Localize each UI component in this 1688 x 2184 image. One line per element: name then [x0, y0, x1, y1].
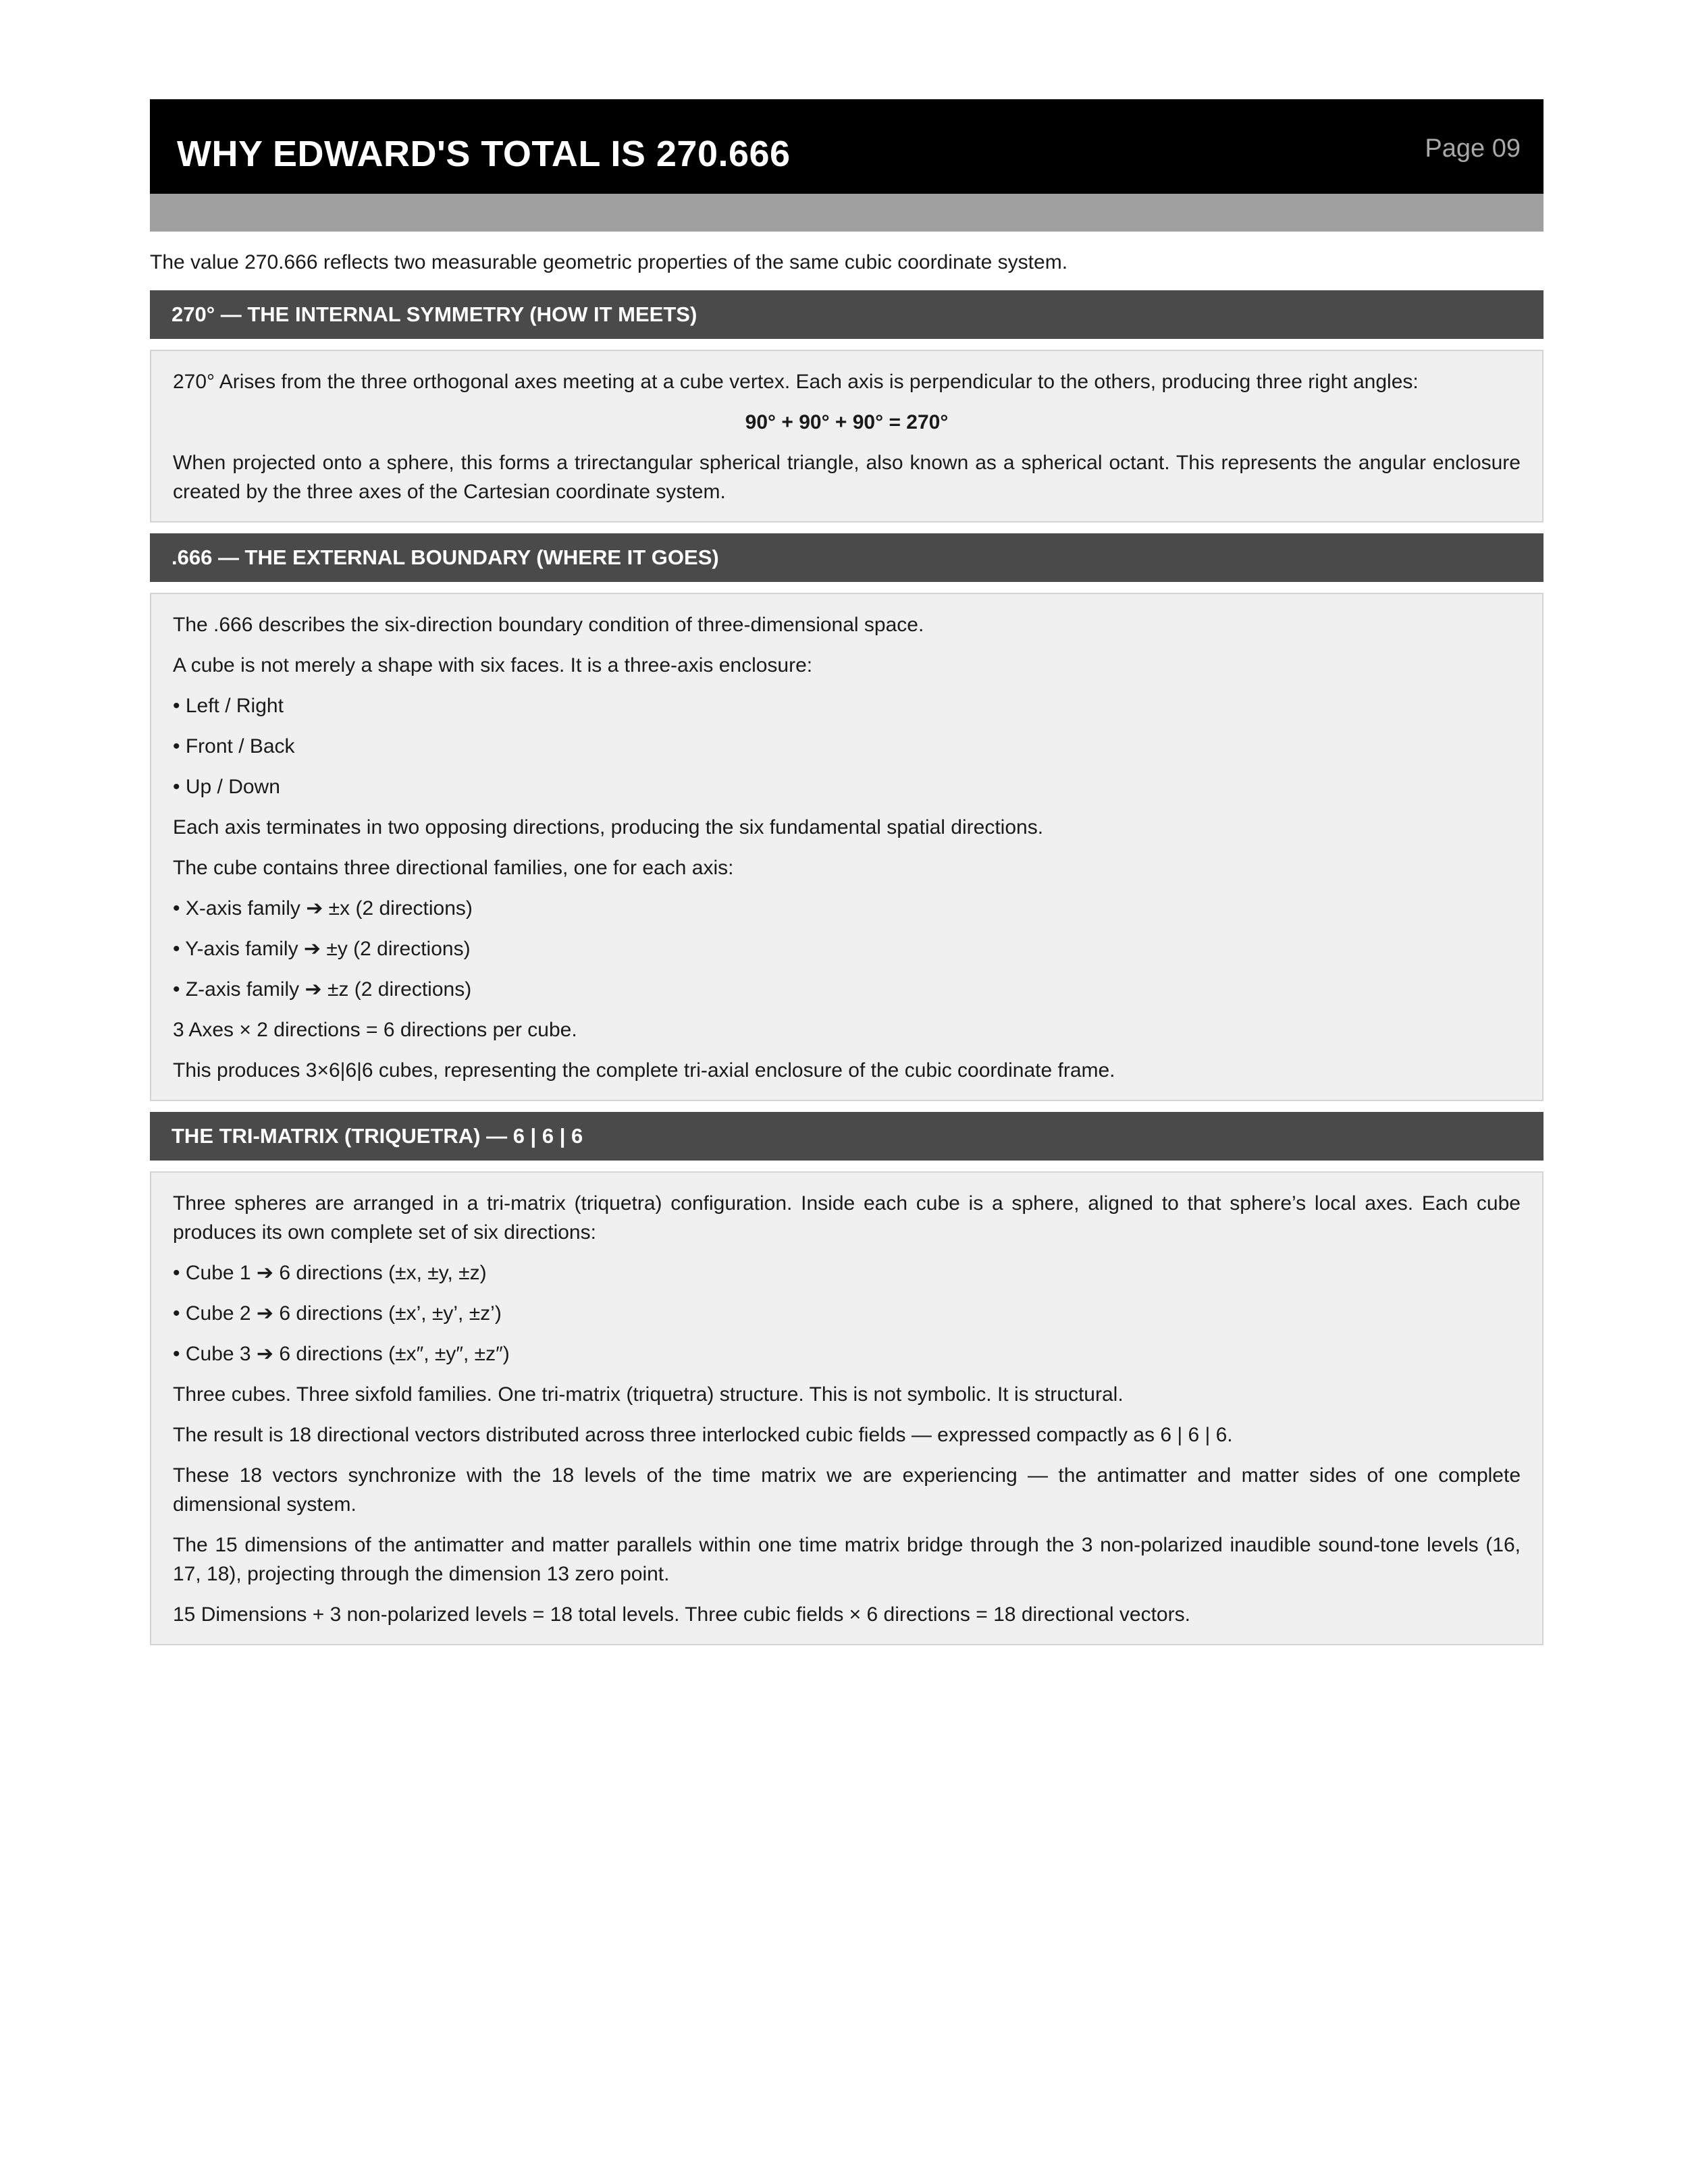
paragraph: The cube contains three directional families, one for each axis: [173, 857, 734, 879]
section-box-tri-matrix [150, 1171, 1544, 1645]
paragraph: A cube is not merely a shape with six faces. It is a three-axis enclosure: [173, 654, 813, 676]
paragraph: The 15 dimensions of the antimatter and matter parallels within one time matrix bridge through the 3 non-polarized inaudible sound-tone levels (16, 17, 18), projecting through the dimension 13 zero point. [173, 1534, 1521, 1585]
section-box-external-boundary [150, 593, 1544, 1101]
section-heading-internal-symmetry: 270° — THE INTERNAL SYMMETRY (HOW IT MEETS) [150, 290, 1544, 339]
paragraph: The result is 18 directional vectors distributed across three interlocked cubic fields — expressed compactly as 6 | 6 | 6. [173, 1424, 1233, 1446]
paragraph: Each axis terminates in two opposing directions, producing the six fundamental spatial directions. [173, 816, 1044, 838]
paragraph: 3 Axes × 2 directions = 6 directions per cube. [173, 1019, 577, 1041]
paragraph: These 18 vectors synchronize with the 18 levels of the time matrix we are experiencing — the antimatter and matter sides of one complete dimensional system. [173, 1464, 1521, 1516]
title-underbar [150, 194, 1544, 232]
title-bar [150, 99, 1544, 194]
bullet-item: • Y-axis family ➔ ±y (2 directions) [173, 938, 471, 960]
paragraph: 270° Arises from the three orthogonal axes meeting at a cube vertex. Each axis is perpendicular to the others, producing three right angles: [173, 371, 1419, 393]
paragraph: When projected onto a sphere, this forms a trirectangular spherical triangle, also known as a spherical octant. This represents the angular enclosure created by the three axes of the Cartesian coordinate system. [173, 452, 1521, 503]
page-number: Page 09 [1425, 134, 1521, 163]
page-content [150, 99, 1544, 1656]
bullet-item: • Left / Right [173, 695, 284, 717]
paragraph: Three cubes. Three sixfold families. One tri-matrix (triquetra) structure. This is not symbolic. It is structural. [173, 1383, 1124, 1406]
page-title: WHY EDWARD'S TOTAL IS 270.666 [177, 134, 791, 174]
bullet-item: • Up / Down [173, 776, 280, 798]
formula: 90° + 90° + 90° = 270° [745, 411, 949, 433]
paragraph: 15 Dimensions + 3 non-polarized levels = 18 total levels. Three cubic fields × 6 directions = 18 directional vectors. [173, 1603, 1190, 1626]
intro-paragraph: The value 270.666 reflects two measurable geometric properties of the same cubic coordinate system. [150, 251, 1068, 273]
section-heading-external-boundary: .666 — THE EXTERNAL BOUNDARY (WHERE IT GOES) [150, 533, 1544, 582]
bullet-item: • Front / Back [173, 735, 295, 757]
bullet-item: • Z-axis family ➔ ±z (2 directions) [173, 978, 472, 1001]
section-heading-tri-matrix: THE TRI-MATRIX (TRIQUETRA) — 6 | 6 | 6 [150, 1112, 1544, 1161]
bullet-item: • Cube 2 ➔ 6 directions (±x’, ±y’, ±z’) [173, 1302, 502, 1325]
bullet-item: • X-axis family ➔ ±x (2 directions) [173, 897, 473, 920]
bullet-item: • Cube 3 ➔ 6 directions (±x″, ±y″, ±z″) [173, 1343, 510, 1365]
section-box-internal-symmetry [150, 350, 1544, 523]
paragraph: Three spheres are arranged in a tri-matrix (triquetra) configuration. Inside each cube is a sphere, aligned to that sphere’s local axes. Each cube produces its own complete set of six directions: [173, 1192, 1521, 1244]
paragraph: This produces 3×6|6|6 cubes, representing the complete tri-axial enclosure of the cubic coordinate frame. [173, 1059, 1115, 1082]
bullet-item: • Cube 1 ➔ 6 directions (±x, ±y, ±z) [173, 1262, 487, 1284]
paragraph: The .666 describes the six-direction boundary condition of three-dimensional space. [173, 614, 924, 636]
